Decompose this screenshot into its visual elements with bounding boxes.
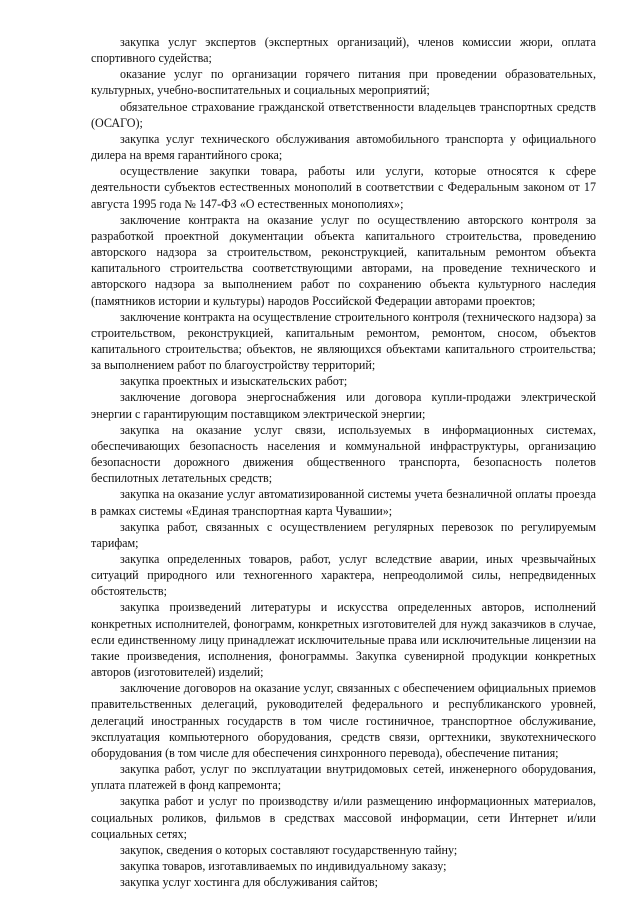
list-paragraph-11: закупка на оказание услуг автоматизированной системы учета безналичной оплаты проезда в рамках системы «Единая транспортная карта Чувашии»; [91,487,596,518]
list-paragraph-19: закупка товаров, изготавливаемых по индивидуальному заказу; [120,858,447,873]
list-paragraph-8: закупка проектных и изыскательских работ; [120,374,348,389]
list-paragraph-3: обязательное страхование гражданской ответственности владельцев транспортных средств (ОСАГО); [91,99,596,130]
list-paragraph-1: закупка услуг экспертов (экспертных организаций), членов комиссии жюри, оплата спортивного судейства; [91,35,596,66]
list-paragraph-6: заключение контракта на оказание услуг по осуществлению авторского контроля за разработкой проектной документации объекта капитального строительства, проведению авторского надзора за строительством, реконструкцией, капитальным ремонтом объекта капитального строительства соответствующими авторами, на проведение технического и авторского надзора за выполнением работ по сохранению объекта культурного наследия (памятников истории и культуры) народов Российской Федерации авторами проектов; [91,212,596,308]
list-paragraph-9: заключение договора энергоснабжения или договора купли-продажи электрической энергии с гарантирующим поставщиком электрической энергии; [91,390,596,421]
list-paragraph-17: закупка работ и услуг по производству и/или размещению информационных материалов, социальных роликов, фильмов в средствах массовой информации, сети Интернет и/или социальных сетях; [91,794,596,841]
list-paragraph-2: оказание услуг по организации горячего питания при проведении образовательных, культурных, учебно-воспитательных и социальных мероприятий; [91,67,596,98]
list-paragraph-18: закупок, сведения о которых составляют государственную тайну; [120,842,458,857]
list-paragraph-12: закупка работ, связанных с осуществлением регулярных перевозок по регулируемым тарифам; [91,519,596,550]
list-paragraph-15: заключение договоров на оказание услуг, связанных с обеспечением официальных приемов правительственных делегаций, руководителей федерального и республиканского уровней, делегаций иностранных государств в том числе гостиничное, транспортное обслуживание, эксплуатация компьютерного оборудования, средств связи, оргтехники, звукотехнического оборудования (в том числе для обеспечения синхронного перевода), обеспечение питания; [91,681,596,760]
list-paragraph-10: закупка на оказание услуг связи, используемых в информационных системах, обеспечивающих безопасность населения и коммунальной инфраструктуры, организацию безопасности дорожного движения общественного транспорта, безопасность полетов беспилотных летательных средств; [91,422,596,486]
list-paragraph-13: закупка определенных товаров, работ, услуг вследствие аварии, иных чрезвычайных ситуаций природного или техногенного характера, непреодолимой силы, непредвиденных обстоятельств; [91,552,596,599]
document-page [91,34,596,890]
list-paragraph-7: заключение контракта на осуществление строительного контроля (технического надзора) за строительством, реконструкцией, капитальным ремонтом, ремонтом, сносом, объектов капитального строительства; объектов, не являющихся объектами капитального строительства; за выполнением работ по благоустройству территорий; [91,309,596,373]
list-paragraph-4: закупка услуг технического обслуживания автомобильного транспорта у официального дилера на время гарантийного срока; [91,131,596,163]
list-paragraph-16: закупка работ, услуг по эксплуатации внутридомовых сетей, инженерного оборудования, уплата платежей в фонд капремонта; [91,762,596,793]
list-paragraph-14: закупка произведений литературы и искусства определенных авторов, исполнений конкретных исполнителей, фонограмм, конкретных изготовителей для нужд заказчиков в случае, если единственному лицу принадлежат исключительные права или исключительные лицензии на такие произведения, исполнения, фонограммы. Закупка сувенирной продукции конкретных авторов (изготовителей) изделий; [91,600,596,680]
list-paragraph-5: осуществление закупки товара, работы или услуги, которые относятся к сфере деятельности субъектов естественных монополий в соответствии с Федеральным законом от 17 августа 1995 года № 147-ФЗ «О естественных монополиях»; [91,164,596,211]
list-paragraph-20: закупка услуг хостинга для обслуживания сайтов; [120,875,378,890]
